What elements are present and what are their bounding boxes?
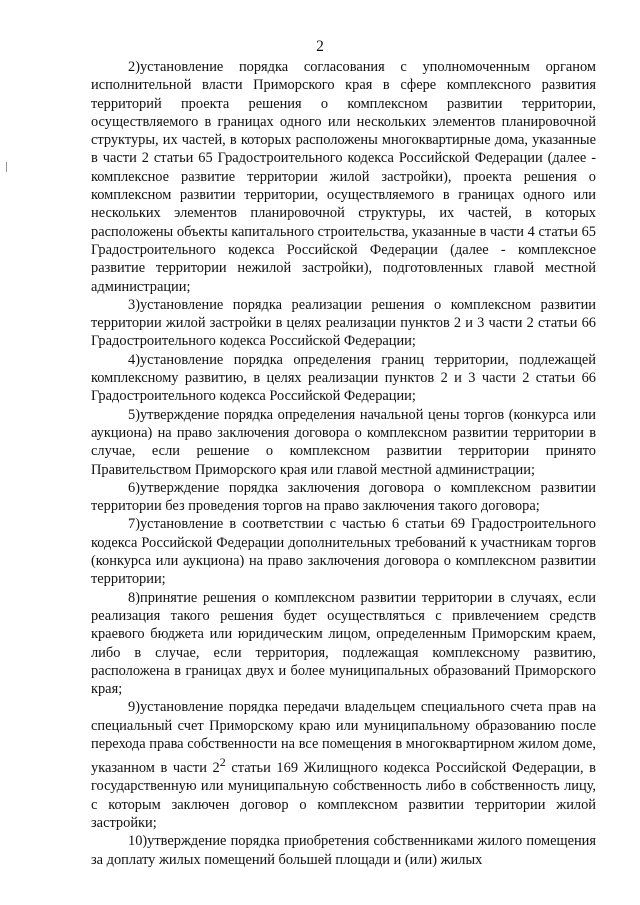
margin-mark (6, 162, 7, 172)
paragraph-10: 10)утверждение порядка приобретения собственниками жилого помещения за доплату жилых помещений большей площади и (или) жилых (91, 833, 596, 868)
paragraph-9-text-before: 9)установление порядка передачи владельцем специального счета прав на специальный счет Приморскому краю или муниципальному образованию после перехода права собственности на все помещения в многоквартирном жилом доме, указанном в части 2 (91, 699, 596, 777)
page-number: 2 (316, 38, 324, 55)
paragraph-4: 4)установление порядка определения границ территории, подлежащей комплексному развитию, в целях реализации пунктов 2 и 3 части 2 статьи 66 Градостроительного кодекса Российской Федерации; (91, 351, 596, 405)
superscript-number: 2 (219, 755, 226, 770)
paragraph-6: 6)утверждение порядка заключения договора о комплексном развитии территории без проведения торгов на право заключения такого договора; (91, 479, 596, 515)
paragraph-9-text-after: статьи 169 Жилищного кодекса Российской Федерации, в государственную или муниципальную собственность либо в собственность лицу, с которым заключен договор о комплексном развитии территории жилой застройки; (91, 760, 596, 831)
paragraph-8: 8)принятие решения о комплексном развитии территории в случаях, если реализация такого решения будет осуществляться с привлечением средств краевого бюджета или юридическим лицом, определенным Приморским краем, либо в случае, если территория, подлежащая комплексному развитию, расположена в границах двух и более муниципальных образований Приморского края; (91, 589, 596, 698)
document-body (91, 58, 596, 869)
paragraph-7: 7)установление в соответствии с частью 6 статьи 69 Градостроительного кодекса Российской Федерации дополнительных требований к участникам торгов (конкурса или аукциона) на право заключения договора о комплексном развитии территории; (91, 516, 596, 588)
paragraph-9 (91, 698, 596, 832)
paragraph-3: 3)установление порядка реализации решения о комплексном развитии территории жилой застройки в целях реализации пунктов 2 и 3 части 2 статьи 66 Градостроительного кодекса Российской Федерации; (91, 296, 596, 350)
paragraph-5: 5)утверждение порядка определения начальной цены торгов (конкурса или аукциона) на право заключения договора о комплексном развитии территории в случае, если решение о комплексном развитии территории принято Правительством Приморского края или главой местной администрации; (91, 406, 596, 478)
paragraph-2: 2)установление порядка согласования с уполномоченным органом исполнительной власти Приморского края в сфере комплексного развития территорий проекта решения о комплексном развитии территории, осуществляемого в границах одного или нескольких элементов планировочной структуры, их частей, в которых расположены многоквартирные дома, указанные в части 2 статьи 65 Градостроительного кодекса Российской Федерации (далее - комплексное развитие территории жилой застройки), проекта решения о комплексном развитии территории, осуществляемого в границах одного или нескольких элементов планировочной структуры, их частей, в которых расположены объекты капитального строительства, указанные в части 4 статьи 65 Градостроительного кодекса Российской Федерации (далее - комплексное развитие территории нежилой застройки), подготовленных главой местной администрации; (91, 59, 596, 295)
